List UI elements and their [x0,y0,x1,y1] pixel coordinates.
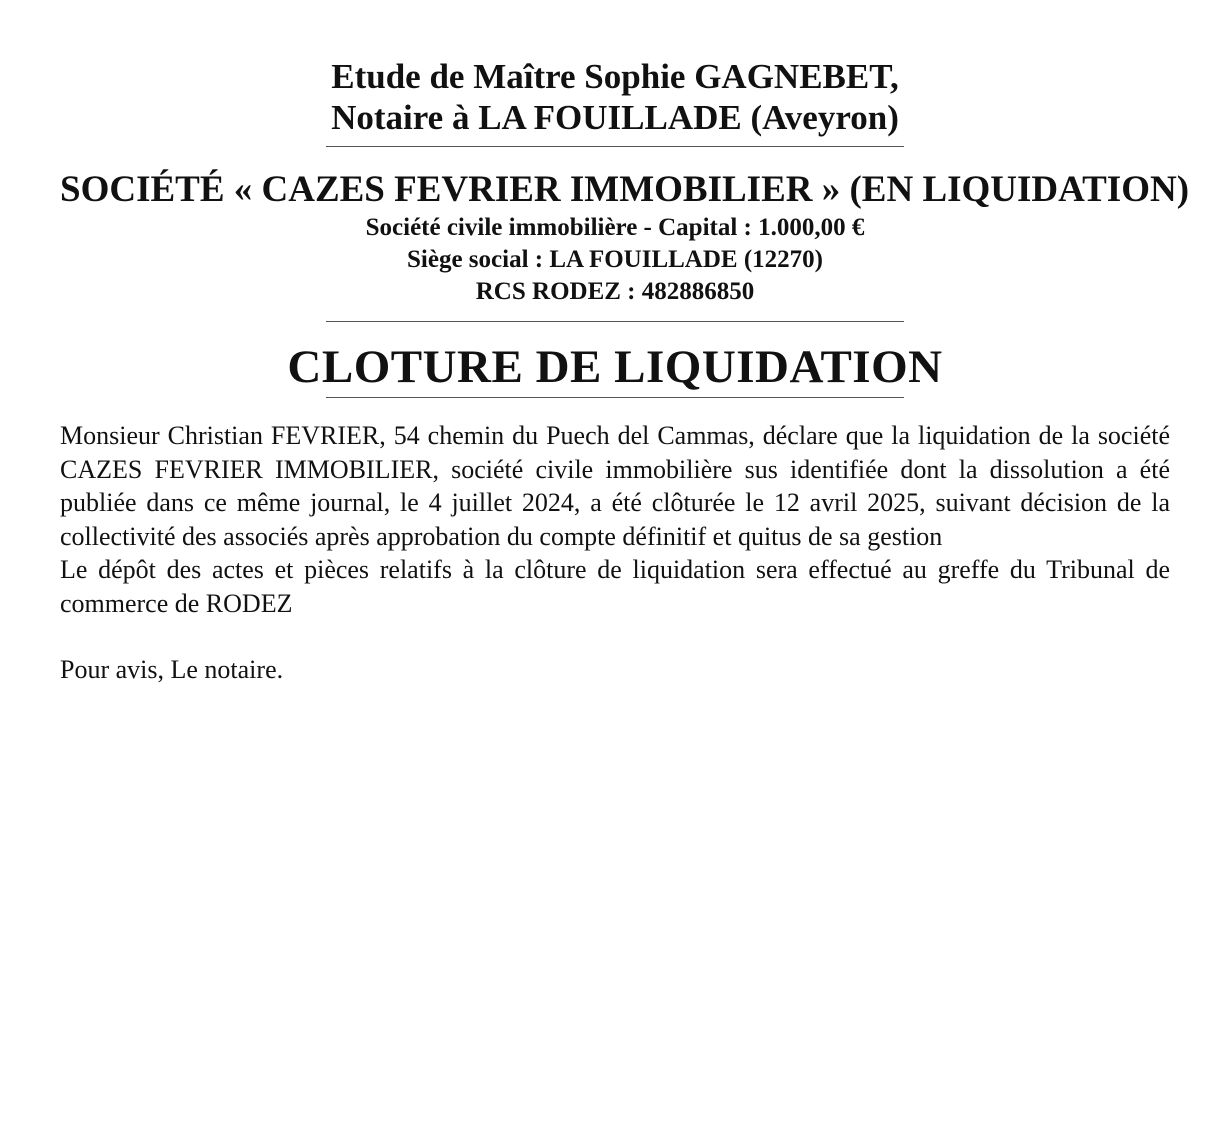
body-paragraph-filing: Le dépôt des actes et pièces relatifs à la clôture de liquidation sera effectué au greffe du Tribunal de commerce de RODEZ [60,555,1170,618]
notice-signature: Pour avis, Le notaire. [60,655,284,684]
notary-office-name: Etude de Maître Sophie GAGNEBET, [331,57,899,96]
company-rcs-number: RCS RODEZ : 482886850 [475,278,755,305]
company-name: SOCIÉTÉ « CAZES FEVRIER IMMOBILIER » (EN LIQUIDATION) [60,169,1190,210]
company-registered-office: Siège social : LA FOUILLADE (12270) [407,246,823,273]
notary-office-location: Notaire à LA FOUILLADE (Aveyron) [331,98,899,137]
notary-office-header [60,56,1170,138]
legal-notice [60,56,1190,687]
divider-rule [326,321,904,322]
notice-body [60,419,1170,620]
divider-rule [326,397,904,398]
company-block [60,168,1190,308]
divider-rule [326,146,904,147]
body-paragraph-declaration: Monsieur Christian FEVRIER, 54 chemin du Puech del Cammas, déclare que la liquidation de la société CAZES FEVRIER IMMOBILIER, société civile immobilière sus identifiée dont la dissolution a été publiée dans ce même journal, le 4 juillet 2024, a été clôturée le 12 avril 2025, suivant décision de la collectivité des associés après approbation du compte définitif et quitus de sa gestion [60,421,1170,551]
company-form-capital: Société civile immobilière - Capital : 1.000,00 € [365,214,865,241]
notice-headline: CLOTURE DE LIQUIDATION [287,341,943,393]
